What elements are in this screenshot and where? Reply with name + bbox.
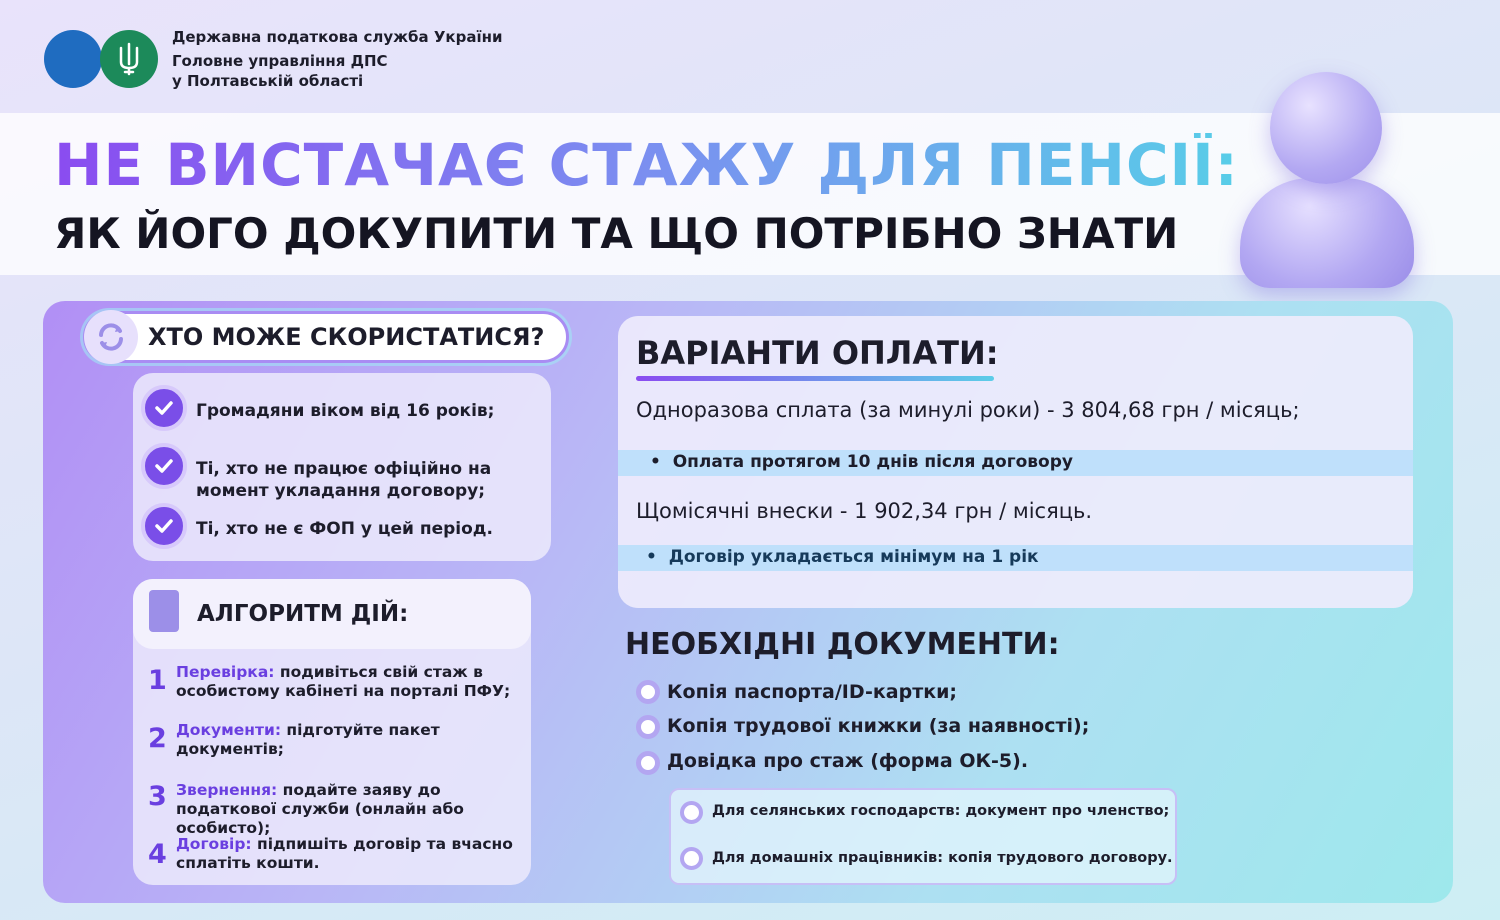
bullet-icon: • [646, 547, 669, 567]
bullet-ring-icon [680, 801, 703, 824]
document-item-2: Копія трудової книжки (за наявності); [667, 715, 1090, 737]
payment-heading: ВАРІАНТИ ОПЛАТИ: [636, 334, 999, 372]
document-item-3: Довідка про стаж (форма ОК-5). [667, 750, 1029, 772]
step-number: 2 [148, 723, 167, 754]
subtitle: ЯК ЙОГО ДОКУПИТИ ТА ЩО ПОТРІБНО ЗНАТИ [54, 209, 1179, 258]
payment-note-2 [646, 547, 1039, 567]
step-key: Документи: [176, 721, 282, 739]
main-title: НЕ ВИСТАЧАЄ СТАЖУ ДЛЯ ПЕНСІЇ: [54, 131, 1239, 199]
step-desc: подивіться свій стаж в особистому кабінеті на порталі ПФУ; [176, 663, 511, 700]
check-icon [141, 385, 187, 431]
payment-note-1-text: Оплата протягом 10 днів після договору [672, 452, 1073, 472]
special-case-2: Для домашніх працівників: копія трудового договору. [712, 850, 1173, 866]
org-line-1: Державна податкова служба України [172, 28, 503, 46]
bullet-icon: • [650, 452, 673, 472]
payment-option-1: Одноразова сплата (за минулі роки) - 3 804,68 грн / місяць; [636, 398, 1300, 422]
step-2 [176, 721, 456, 759]
documents-heading: НЕОБХІДНІ ДОКУМЕНТИ: [625, 627, 1060, 662]
step-desc: підпишіть договір та вчасно сплатіть кошти. [176, 835, 513, 872]
step-number: 1 [148, 665, 167, 696]
trident-logo-circle [100, 30, 158, 88]
algorithm-heading: АЛГОРИТМ ДІЙ: [197, 601, 409, 627]
step-3 [176, 781, 528, 838]
refresh-icon [84, 310, 138, 364]
step-key: Перевірка: [176, 663, 275, 681]
document-item-1: Копія паспорта/ID-картки; [667, 681, 958, 703]
person-head-icon [1270, 72, 1382, 184]
step-1 [176, 663, 521, 701]
payment-option-2: Щомісячні внески - 1 902,34 грн / місяць. [636, 499, 1093, 523]
payment-note-1 [650, 452, 1073, 472]
step-desc: підготуйте пакет документів; [176, 721, 440, 758]
bullet-ring-icon [636, 715, 660, 739]
bullet-ring-icon [636, 680, 660, 704]
step-key: Звернення: [176, 781, 278, 799]
heading-underline [636, 376, 994, 381]
org-line-3: у Полтавській області [172, 72, 364, 90]
step-desc: подайте заяву до податкової служби (онлайн або особисто); [176, 781, 464, 837]
trident-icon [116, 42, 142, 76]
who-item-2: Ті, хто не працює офіційно на момент укладання договору; [196, 459, 492, 501]
org-line-2: Головне управління ДПС [172, 52, 388, 70]
check-icon [141, 443, 187, 489]
check-icon [141, 503, 187, 549]
special-case-1: Для селянських господарств: документ про членство; [712, 803, 1170, 819]
document-icon [149, 590, 179, 632]
who-item-1: Громадяни віком від 16 років; [196, 401, 495, 421]
step-key: Договір: [176, 835, 252, 853]
dps-logo-circle [44, 30, 102, 88]
step-number: 3 [148, 781, 167, 812]
step-4 [176, 835, 516, 873]
who-item-3: Ті, хто не є ФОП у цей період. [196, 519, 493, 539]
payment-note-2-text: Договір укладається мінімум на 1 рік [668, 547, 1039, 567]
bullet-ring-icon [636, 751, 660, 775]
person-body-icon [1240, 178, 1414, 288]
bullet-ring-icon [680, 847, 703, 870]
step-number: 4 [148, 839, 167, 870]
who-heading: ХТО МОЖЕ СКОРИСТАТИСЯ? [148, 323, 545, 351]
organization-name [172, 27, 502, 91]
